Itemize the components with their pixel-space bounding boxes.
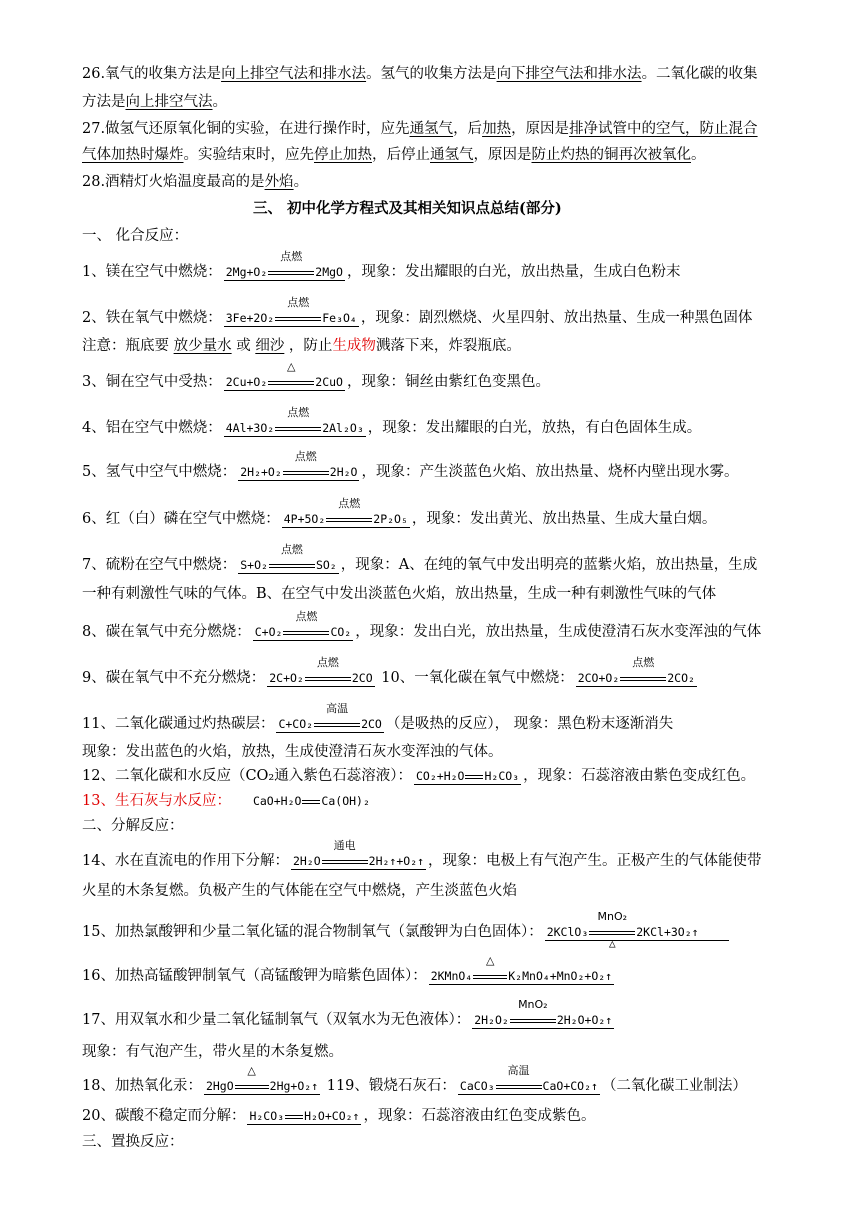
note: [82, 336, 521, 356]
reactants: 2H₂O: [292, 854, 321, 868]
reactants: 2H₂+O₂: [240, 465, 282, 479]
products: CaO+CO₂↑: [542, 1079, 598, 1093]
text: 15、加热氯酸钾和少量二氧化锰的混合物制氧气（氯酸钾为白色固体）：: [82, 924, 543, 940]
reaction-arrow: [268, 359, 314, 390]
reactants: CaO+H₂O: [252, 794, 302, 808]
reaction-arrow: [620, 655, 666, 686]
condition: △: [486, 953, 495, 967]
condition: △: [608, 936, 616, 950]
text: 17、用双氧水和少量二氧化锰制氧气（双氧水为无色液体）：: [82, 1012, 471, 1028]
reaction-13: [82, 791, 374, 811]
text: 或: [231, 338, 256, 354]
text: 10、一氧化碳在氧气中燃烧：: [376, 670, 574, 686]
reaction-11: [82, 701, 674, 734]
answer: 放少量水: [173, 338, 232, 354]
equation: [282, 496, 410, 528]
equation: [238, 542, 338, 574]
reaction-17-phenomenon: 现象：有气泡产生，带火星的木条复燃。: [82, 1044, 343, 1060]
equation: [251, 793, 372, 809]
answer: 停止加热: [314, 147, 372, 163]
text: ，现象：石蕊溶液由紫色变成红色。: [523, 768, 756, 784]
text: 4、铝在空气中燃烧：: [82, 420, 222, 436]
reactants: C+O₂: [254, 625, 283, 639]
products: 2CO: [361, 717, 382, 731]
reaction-arrow: [465, 770, 483, 784]
reaction-arrow: [268, 249, 314, 280]
reaction-17: [82, 997, 616, 1030]
condition: 点燃: [287, 405, 310, 419]
reaction-arrow: [314, 701, 360, 732]
equation: [224, 405, 366, 437]
item-26-line2: [82, 92, 227, 112]
answer: 外焰: [264, 174, 294, 190]
answer: 通氢气: [430, 147, 474, 163]
reactants: CO₂+H₂O: [416, 769, 465, 783]
reaction-arrow: [235, 1063, 269, 1094]
reaction-3: [82, 359, 550, 392]
text: 3、铜在空气中受热：: [82, 374, 222, 390]
reactants: 3Fe+2O₂: [225, 311, 275, 325]
answer: 向下排空气法和排水法: [496, 66, 642, 82]
reaction-arrow: [302, 795, 320, 809]
text: ，现象：产生淡蓝色火焰、放出热量、烧杯内壁出现水雾。: [361, 464, 739, 480]
reactants: CaCO₃: [459, 1079, 495, 1093]
text: 16、加热高锰酸钾制氧气（高锰酸钾为暗紫色固体）：: [82, 968, 427, 984]
reaction-7: [82, 542, 758, 575]
text: ，现象：发出黄光、放出热量、生成大量白烟。: [411, 511, 717, 527]
equation: [472, 997, 614, 1029]
equation: [291, 838, 426, 870]
condition: 通电: [333, 838, 356, 852]
equation: [458, 1063, 600, 1095]
text: 。: [691, 147, 706, 163]
text: 8、碳在氧气中充分燃烧：: [82, 624, 251, 640]
reaction-arrow: [496, 1063, 542, 1094]
reactants: 2Cu+O₂: [225, 375, 268, 389]
reaction-20: [82, 1106, 595, 1126]
text: 20、碳酸不稳定而分解：: [82, 1108, 246, 1124]
highlight: 13、生石灰与水反应：: [82, 793, 231, 809]
answer: 防止灼热的铜再次被氧化: [531, 147, 691, 163]
reaction-14: [82, 838, 762, 871]
condition: 点燃: [287, 295, 310, 309]
text: 。: [293, 174, 309, 190]
reaction-arrow: [322, 838, 368, 869]
products: 2H₂O: [329, 465, 358, 479]
text: 5、氢气中空气中燃烧：: [82, 464, 237, 480]
text: ，原因是: [473, 147, 532, 163]
condition: △: [287, 359, 296, 373]
text: ，现象：石蕊溶液由红色变成紫色。: [363, 1108, 596, 1124]
equation: [276, 701, 383, 733]
equation: [576, 655, 697, 687]
equation: [224, 249, 345, 281]
equation: [414, 768, 521, 785]
text: 1、镁在空气中燃烧：: [82, 264, 222, 280]
text: ，防止: [284, 338, 333, 354]
text: 。: [212, 94, 227, 110]
reaction-arrow: [285, 1110, 303, 1124]
condition: 高温: [326, 701, 349, 715]
condition: 点燃: [338, 496, 361, 510]
text: ，现象：发出白光，放出热量，生成使澄清石灰水变浑浊的气体: [355, 624, 762, 640]
text: 2、铁在氧气中燃烧：: [82, 310, 222, 326]
catalyst: MnO₂: [518, 997, 548, 1011]
products: 2CO₂: [667, 671, 695, 685]
equation: [247, 1108, 361, 1125]
reactants: 2H₂O₂: [474, 1013, 509, 1027]
text: ，原因是: [511, 121, 570, 137]
products: H₂O+CO₂↑: [304, 1109, 360, 1123]
section-title: 三、 初中化学方程式及其相关知识点总结(部分): [253, 200, 562, 217]
part-heading: 三、置换反应：: [82, 1134, 184, 1150]
reaction-arrow: [326, 496, 372, 527]
products: SO₂: [315, 558, 337, 572]
reaction-14-cont: 火星的木条复燃。负极产生的气体能在空气中燃烧，产生淡蓝色火焰: [82, 883, 517, 899]
text: 9、碳在氧气中不充分燃烧：: [82, 670, 266, 686]
equation: [204, 1063, 320, 1095]
text: 注意：瓶底要: [82, 338, 174, 354]
item-27-line1: [82, 119, 758, 139]
text: 。实验结束时，应先: [183, 147, 314, 163]
text: 7、硫粉在空气中燃烧：: [82, 557, 237, 573]
products: CO₂: [330, 625, 352, 639]
reactants: 2KMnO₄: [430, 969, 473, 983]
reaction-1: [82, 249, 681, 282]
text: ，现象：剧烈燃烧、火星四射、放出热量、生成一种黑色固体: [360, 310, 753, 326]
item-28: [82, 172, 308, 192]
products: Ca(OH)₂: [321, 794, 370, 808]
reactants: 2KClO₃: [546, 925, 589, 939]
text: ，现象：发出耀眼的白光，放热，有白色固体生成。: [367, 420, 702, 436]
condition: 点燃: [295, 609, 318, 623]
equation: [253, 609, 353, 641]
products: 2Al₂O₃: [322, 421, 364, 435]
highlight: 生成物: [332, 338, 376, 354]
products: 2CO: [351, 671, 373, 685]
reaction-5: [82, 449, 739, 482]
text: 溅落下来，炸裂瓶底。: [375, 338, 521, 354]
condition: 点燃: [632, 655, 655, 669]
reactants: H₂CO₃: [249, 1109, 285, 1123]
condition: 点燃: [280, 542, 303, 556]
text: 26.氧气的收集方法是: [82, 66, 222, 82]
text: 119、锻烧石灰石：: [322, 1078, 456, 1094]
reaction-18-19: [82, 1063, 747, 1096]
reactants: C+CO₂: [278, 717, 314, 731]
reaction-11-phenomenon: 现象：发出蓝色的火焰，放热，生成使澄清石灰水变浑浊的气体。: [82, 744, 503, 760]
equation: [238, 449, 359, 481]
answer: 向上排空气法: [125, 94, 213, 110]
answer: 气体加热时爆炸: [82, 147, 184, 163]
part-heading: 二、分解反应：: [82, 818, 184, 834]
products: H₂CO₃: [484, 769, 520, 783]
products: 2MgO: [315, 265, 343, 279]
reactants: 2Mg+O₂: [225, 265, 268, 279]
products: Fe₃O₄: [322, 311, 357, 325]
reaction-arrow: [275, 405, 321, 436]
reaction-arrow: [283, 609, 329, 640]
answer: 通氢气: [409, 121, 454, 137]
equation: [267, 655, 374, 687]
reaction-arrow: [473, 953, 507, 984]
reaction-15: [82, 909, 731, 950]
equation: [224, 295, 359, 327]
text: ，现象：发出耀眼的白光，放出热量，生成白色粉末: [346, 264, 681, 280]
reactants: 4P+5O₂: [283, 512, 326, 526]
products: 2P₂O₅: [373, 512, 408, 526]
products: 2H₂↑+O₂↑: [368, 854, 425, 868]
reaction-arrow: [269, 542, 315, 573]
reaction-8: [82, 609, 762, 642]
text: 。氢气的收集方法是: [366, 66, 497, 82]
text: 18、加热氧化汞：: [82, 1078, 202, 1094]
reactants: 2HgO: [205, 1079, 234, 1093]
text: 27.做氢气还原氧化铜的实验，在进行操作时，应先: [82, 121, 410, 137]
reaction-arrow: [589, 909, 635, 950]
condition: 点燃: [280, 249, 303, 263]
equation: [545, 909, 729, 950]
products: 2Hg+O₂↑: [269, 1079, 319, 1093]
text: 14、水在直流电的作用下分解：: [82, 853, 289, 869]
text: ，后: [453, 121, 483, 137]
equation: [224, 359, 345, 391]
reaction-arrow: [275, 295, 321, 326]
reaction-arrow: [305, 655, 351, 686]
reaction-arrow: [510, 997, 556, 1028]
item-27-line2: [82, 145, 706, 165]
reaction-2: [82, 295, 753, 328]
reaction-16: [82, 953, 616, 986]
text: ，现象：A、在纯的氧气中发出明亮的蓝紫火焰，放出热量，生成: [340, 557, 758, 573]
products: 2H₂O+O₂↑: [556, 1013, 613, 1027]
answer: 排净试管中的空气，防止混合: [569, 121, 758, 137]
equation: [429, 953, 614, 985]
reactants: 2C+O₂: [269, 671, 304, 685]
reaction-9-10: [82, 655, 699, 688]
text: ，现象：电极上有气泡产生。正极产生的气体能使带: [428, 853, 762, 869]
text: 。二氧化碳的收集: [641, 66, 758, 82]
answer: 加热: [482, 121, 512, 137]
text: 28.酒精灯火焰温度最高的是: [82, 174, 265, 190]
catalyst: MnO₂: [597, 909, 628, 923]
text: 12、二氧化碳和水反应（CO₂通入紫色石蕊溶液）：: [82, 768, 412, 784]
products: 2CuO: [315, 375, 343, 389]
answer: 向上排空气法和排水法: [221, 66, 367, 82]
text: ，后停止: [372, 147, 430, 163]
text: ，现象：铜丝由紫红色变黑色。: [346, 374, 550, 390]
text: （二氧化碳工业制法）: [601, 1078, 747, 1094]
item-26-line1: [82, 64, 758, 84]
reactants: 2CO+O₂: [577, 671, 620, 685]
part-heading: 一、 化合反应：: [82, 228, 189, 244]
reaction-arrow: [283, 449, 329, 480]
condition: 高温: [507, 1063, 530, 1077]
text: （是吸热的反应）， 现象：黑色粉末逐渐消失: [385, 716, 674, 732]
condition: 点燃: [294, 449, 317, 463]
condition: △: [247, 1063, 256, 1077]
reaction-7-cont: 一种有刺激性气味的气体。B、在空气中发出淡蓝色火焰，放出热量，生成一种有刺激性气味的气体: [82, 586, 717, 602]
reaction-12: [82, 766, 755, 786]
reactants: 4Al+3O₂: [225, 421, 275, 435]
reaction-4: [82, 405, 702, 438]
text: 11、二氧化碳通过灼热碳层：: [82, 716, 275, 732]
products: 2KCl+3O₂↑: [636, 925, 699, 939]
reaction-6: [82, 496, 717, 529]
text: 方法是: [82, 94, 126, 110]
condition: 点燃: [316, 655, 339, 669]
text: 6、红（白）磷在空气中燃烧：: [82, 511, 280, 527]
reactants: S+O₂: [240, 558, 268, 572]
products: K₂MnO₄+MnO₂+O₂↑: [508, 969, 613, 983]
answer: 细沙: [255, 338, 285, 354]
